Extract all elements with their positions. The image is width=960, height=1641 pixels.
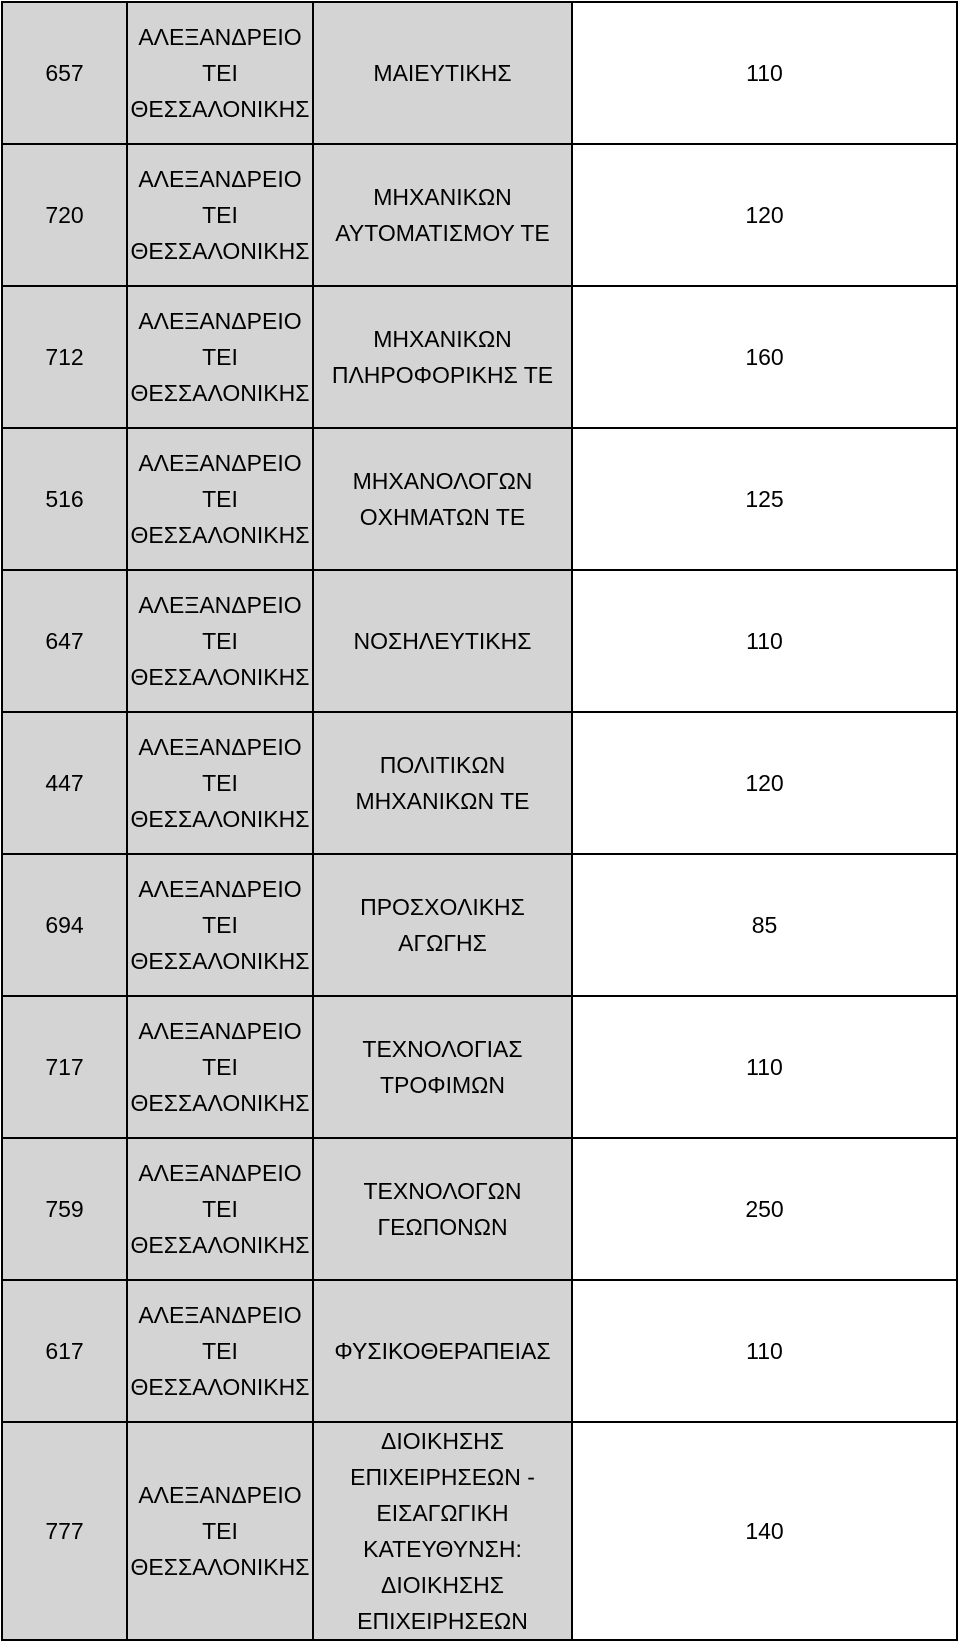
positions-count: 140 [745,1518,784,1544]
table-row [2,570,957,712]
institution-cell [127,996,313,1138]
department-code-cell [2,2,127,144]
department-code: 694 [45,912,84,938]
positions-count: 110 [746,60,783,86]
department-code-cell [2,712,127,854]
table-row [2,428,957,570]
department-cell [313,996,572,1138]
table-body [2,2,957,1640]
positions-count: 125 [745,486,784,512]
positions-cell [572,144,957,286]
department-code-cell [2,1422,127,1640]
institution-name: ΑΛΕΞΑΝΔΡΕΙΟ ΤΕΙ ΘΕΣΣΑΛΟΝΙΚΗΣ [130,592,310,690]
positions-count: 120 [745,770,784,796]
department-cell [313,2,572,144]
table-row [2,854,957,996]
department-name: ΜΗΧΑΝΙΚΩΝ ΠΛΗΡΟΦΟΡΙΚΗΣ ΤΕ [331,326,554,388]
department-name: ΤΕΧΝΟΛΟΓΩΝ ΓΕΩΠΟΝΩΝ [363,1178,522,1240]
department-code: 447 [45,770,84,796]
positions-cell [572,2,957,144]
institution-cell [127,2,313,144]
institution-name: ΑΛΕΞΑΝΔΡΕΙΟ ΤΕΙ ΘΕΣΣΑΛΟΝΙΚΗΣ [130,24,310,122]
institution-cell [127,712,313,854]
positions-count: 250 [745,1196,784,1222]
positions-cell [572,286,957,428]
institution-name: ΑΛΕΞΑΝΔΡΕΙΟ ΤΕΙ ΘΕΣΣΑΛΟΝΙΚΗΣ [130,1302,310,1400]
institution-name: ΑΛΕΞΑΝΔΡΕΙΟ ΤΕΙ ΘΕΣΣΑΛΟΝΙΚΗΣ [130,450,310,548]
department-code-cell [2,570,127,712]
positions-count: 85 [751,912,778,938]
department-cell [313,712,572,854]
department-name: ΠΟΛΙΤΙΚΩΝ ΜΗΧΑΝΙΚΩΝ ΤΕ [355,752,530,814]
department-name: ΜΗΧΑΝΟΛΟΓΩΝ ΟΧΗΜΑΤΩΝ ΤΕ [352,468,533,530]
department-code: 720 [45,202,84,228]
department-cell [313,1280,572,1422]
institution-cell [127,1422,313,1640]
department-name: ΜΑΙΕΥΤΙΚΗΣ [373,60,512,86]
positions-count: 120 [745,202,784,228]
institution-name: ΑΛΕΞΑΝΔΡΕΙΟ ΤΕΙ ΘΕΣΣΑΛΟΝΙΚΗΣ [130,1018,310,1116]
department-cell [313,1422,572,1640]
department-cell [313,144,572,286]
department-code-cell [2,1280,127,1422]
department-name: ΜΗΧΑΝΙΚΩΝ ΑΥΤΟΜΑΤΙΣΜΟΥ ΤΕ [335,184,550,246]
positions-cell [572,1138,957,1280]
institution-name: ΑΛΕΞΑΝΔΡΕΙΟ ΤΕΙ ΘΕΣΣΑΛΟΝΙΚΗΣ [130,876,310,974]
department-code: 717 [45,1054,84,1080]
positions-count: 110 [746,628,783,654]
department-code-cell [2,286,127,428]
positions-cell [572,854,957,996]
positions-count: 160 [745,344,784,370]
positions-cell [572,712,957,854]
positions-cell [572,996,957,1138]
institution-cell [127,286,313,428]
department-name: ΤΕΧΝΟΛΟΓΙΑΣ ΤΡΟΦΙΜΩΝ [362,1036,523,1098]
institution-cell [127,570,313,712]
department-code-cell [2,428,127,570]
institution-name: ΑΛΕΞΑΝΔΡΕΙΟ ΤΕΙ ΘΕΣΣΑΛΟΝΙΚΗΣ [130,166,310,264]
table-row [2,996,957,1138]
department-name: ΠΡΟΣΧΟΛΙΚΗΣ ΑΓΩΓΗΣ [360,894,525,956]
positions-count: 110 [746,1338,783,1364]
department-code: 516 [45,486,84,512]
table-row [2,712,957,854]
departments-table [1,1,958,1641]
table-row [2,1138,957,1280]
positions-cell [572,428,957,570]
table-row [2,286,957,428]
table-row [2,2,957,144]
department-code: 657 [45,60,84,86]
table-row [2,144,957,286]
department-cell [313,1138,572,1280]
department-cell [313,428,572,570]
department-code: 777 [45,1518,84,1544]
institution-name: ΑΛΕΞΑΝΔΡΕΙΟ ΤΕΙ ΘΕΣΣΑΛΟΝΙΚΗΣ [130,308,310,406]
positions-cell [572,1280,957,1422]
institution-name: ΑΛΕΞΑΝΔΡΕΙΟ ΤΕΙ ΘΕΣΣΑΛΟΝΙΚΗΣ [130,734,310,832]
department-code-cell [2,854,127,996]
table-row [2,1422,957,1640]
department-name: ΦΥΣΙΚΟΘΕΡΑΠΕΙΑΣ [334,1338,551,1364]
institution-name: ΑΛΕΞΑΝΔΡΕΙΟ ΤΕΙ ΘΕΣΣΑΛΟΝΙΚΗΣ [130,1160,310,1258]
department-cell [313,854,572,996]
department-cell [313,570,572,712]
department-name: ΔΙΟΙΚΗΣΗΣ ΕΠΙΧΕΙΡΗΣΕΩΝ - ΕΙΣΑΓΩΓΙΚΗ ΚΑΤΕΥΘΥΝΣΗ: ΔΙΟΙΚΗΣΗΣ ΕΠΙΧΕΙΡΗΣΕΩΝ [350,1428,535,1634]
department-cell [313,286,572,428]
institution-cell [127,1138,313,1280]
positions-count: 110 [746,1054,783,1080]
department-code: 712 [45,344,84,370]
positions-cell [572,1422,957,1640]
institution-cell [127,144,313,286]
department-code: 647 [45,628,84,654]
institution-cell [127,428,313,570]
positions-cell [572,570,957,712]
institution-cell [127,854,313,996]
institution-name: ΑΛΕΞΑΝΔΡΕΙΟ ΤΕΙ ΘΕΣΣΑΛΟΝΙΚΗΣ [130,1482,310,1580]
department-code-cell [2,144,127,286]
department-name: ΝΟΣΗΛΕΥΤΙΚΗΣ [353,628,532,654]
department-code-cell [2,996,127,1138]
institution-cell [127,1280,313,1422]
department-code: 617 [45,1338,84,1364]
department-code-cell [2,1138,127,1280]
department-code: 759 [45,1196,84,1222]
table-row [2,1280,957,1422]
